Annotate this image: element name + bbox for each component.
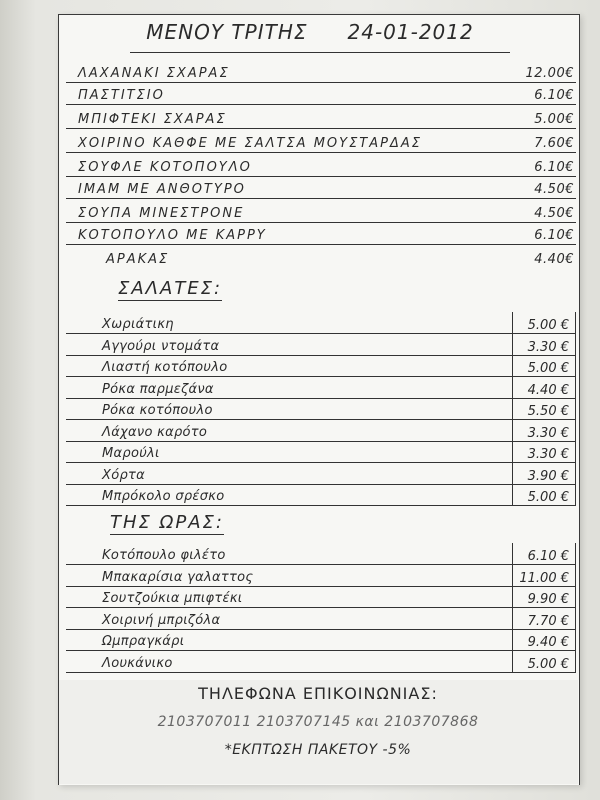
salad-name: Λιαστή κοτόπουλο: [102, 360, 228, 375]
salad-name: Ρόκα παρμεζάνα: [102, 381, 214, 397]
grill-row: [66, 651, 576, 673]
grill-price: 9.40 €: [527, 635, 569, 650]
salad-price: 3.90 €: [527, 468, 569, 484]
salad-name: Λάχανο καρότο: [102, 424, 208, 440]
dish-price: 7.60€: [534, 136, 574, 151]
grill-price-cell: [512, 543, 576, 565]
dish-row: [66, 106, 576, 129]
grill-name: Λουκάνικο: [102, 655, 173, 671]
salad-price: 5.00 €: [527, 490, 569, 505]
grill-price: 6.10 €: [527, 549, 569, 564]
dish-price: 6.10€: [534, 228, 574, 243]
grill-price: 5.00 €: [527, 656, 569, 672]
dish-name: ΛΑΧΑΝΑΚΙ ΣΧΑΡΑΣ: [78, 66, 230, 81]
dish-price: 4.50€: [534, 206, 574, 221]
menu-date: 24-01-2012: [347, 20, 474, 44]
contact-title: ΤΗΛΕΦΩΝΑ ΕΠΙΚΟΙΝΩΝΙΑΣ:: [198, 684, 438, 703]
salads-title: [118, 278, 222, 299]
salad-price: 5.50 €: [527, 404, 569, 419]
grill-name: Μπακαρίσια γαλαττος: [102, 569, 254, 585]
salad-price: 3.30 €: [527, 425, 569, 441]
dish-name: ΜΠΙΦΤΕΚΙ ΣΧΑΡΑΣ: [78, 112, 227, 127]
salad-price: 5.00 €: [527, 318, 569, 333]
grill-row: [66, 565, 576, 587]
grill-name: Σουτζούκια μπιφτέκι: [102, 591, 243, 606]
dish-name: ΧΟΙΡΙΝΟ ΚΑΘΦΕ ΜΕ ΣΑΛΤΣΑ ΜΟΥΣΤΑΡΔΑΣ: [78, 136, 422, 151]
salad-row: [66, 334, 576, 356]
grill-row: [66, 608, 576, 630]
salad-row: [66, 463, 576, 485]
salad-price: 3.30 €: [527, 339, 569, 355]
grill-row: [66, 629, 576, 651]
discount-note: *ΕΚΠΤΩΣΗ ΠΑΚΕΤΟΥ -5%: [224, 742, 412, 758]
dish-name: ΣΟΥΠΑ ΜΙΝΕΣΤΡΟΝΕ: [78, 206, 245, 221]
dish-price: 4.40€: [534, 252, 574, 267]
header-underline: [130, 52, 510, 53]
salad-row: [66, 484, 576, 506]
dish-price: 4.50€: [534, 182, 574, 197]
salad-price-cell: [512, 312, 576, 334]
dish-row: [66, 200, 576, 223]
grill-price-cell: [512, 586, 576, 608]
dish-row: [66, 82, 576, 105]
grill-title-underline: [110, 534, 224, 535]
dish-name: ΚΟΤΟΠΟΥΛΟ ΜΕ ΚΑΡΡΥ: [78, 228, 267, 243]
salad-price-cell: [512, 484, 576, 506]
salad-name: Μπρόκολο σρέσκο: [102, 489, 225, 504]
menu-title: ΜΕΝΟΥ ΤΡΙΤΗΣ: [146, 20, 308, 44]
dish-price: 12.00€: [525, 66, 574, 81]
salad-price-cell: [512, 420, 576, 442]
salad-row: [66, 441, 576, 463]
dish-row: [66, 130, 576, 153]
phone-numbers: 2103707011 2103707145 και 2103707868: [157, 714, 479, 730]
salad-row: [66, 377, 576, 399]
dish-row: [66, 154, 576, 177]
dish-price: 5.00€: [534, 112, 574, 127]
salad-row: [66, 312, 576, 334]
grill-name: Χοιρινή μπριζόλα: [102, 612, 221, 628]
salad-price-cell: [512, 398, 576, 420]
salads-title-text: ΣΑΛΑΤΕΣ:: [118, 278, 223, 299]
salad-price-cell: [512, 441, 576, 463]
salad-name: Χόρτα: [102, 467, 146, 483]
grill-price: 7.70 €: [527, 613, 569, 629]
grill-price: 11.00 €: [519, 570, 569, 586]
salad-name: Μαρούλι: [102, 446, 160, 461]
grill-price: 9.90 €: [527, 592, 569, 607]
salad-price-cell: [512, 377, 576, 399]
salad-name: Χωριάτικη: [102, 317, 174, 332]
grill-row: [66, 543, 576, 565]
grill-title: [110, 512, 224, 533]
grill-row: [66, 586, 576, 608]
dish-row: [66, 60, 576, 83]
dish-row: [66, 176, 576, 199]
grill-name: Ωμπραγκάρι: [102, 634, 185, 649]
grill-price-cell: [512, 608, 576, 630]
salad-row: [66, 398, 576, 420]
dish-name: ΠΑΣΤΙΤΣΙΟ: [78, 88, 165, 103]
menu-header: [90, 20, 530, 44]
salad-price-cell: [512, 463, 576, 485]
salad-price: 4.40 €: [527, 382, 569, 398]
dish-price: 6.10€: [534, 160, 574, 175]
dish-price: 6.10€: [534, 88, 574, 103]
salad-row: [66, 355, 576, 377]
dish-name: ΣΟΥΦΛΕ ΚΟΤΟΠΟΥΛΟ: [78, 160, 252, 175]
salad-price: 3.30 €: [527, 447, 569, 462]
salads-title-underline: [118, 300, 222, 301]
grill-price-cell: [512, 629, 576, 651]
dish-name: ΑΡΑΚΑΣ: [106, 252, 170, 267]
salad-row: [66, 420, 576, 442]
salad-price: 5.00 €: [527, 361, 569, 376]
grill-name: Κοτόπουλο φιλέτο: [102, 548, 226, 563]
salad-price-cell: [512, 334, 576, 356]
grill-price-cell: [512, 565, 576, 587]
dish-name: ΙΜΑΜ ΜΕ ΑΝΘΟΤΥΡΟ: [78, 182, 246, 197]
salad-price-cell: [512, 355, 576, 377]
dish-row: [66, 222, 576, 245]
grill-title-text: ΤΗΣ ΩΡΑΣ:: [110, 512, 224, 533]
grill-price-cell: [512, 651, 576, 673]
dish-row: [66, 246, 576, 268]
salad-name: Ρόκα κοτόπουλο: [102, 403, 213, 418]
salad-name: Αγγούρι ντομάτα: [102, 338, 220, 354]
